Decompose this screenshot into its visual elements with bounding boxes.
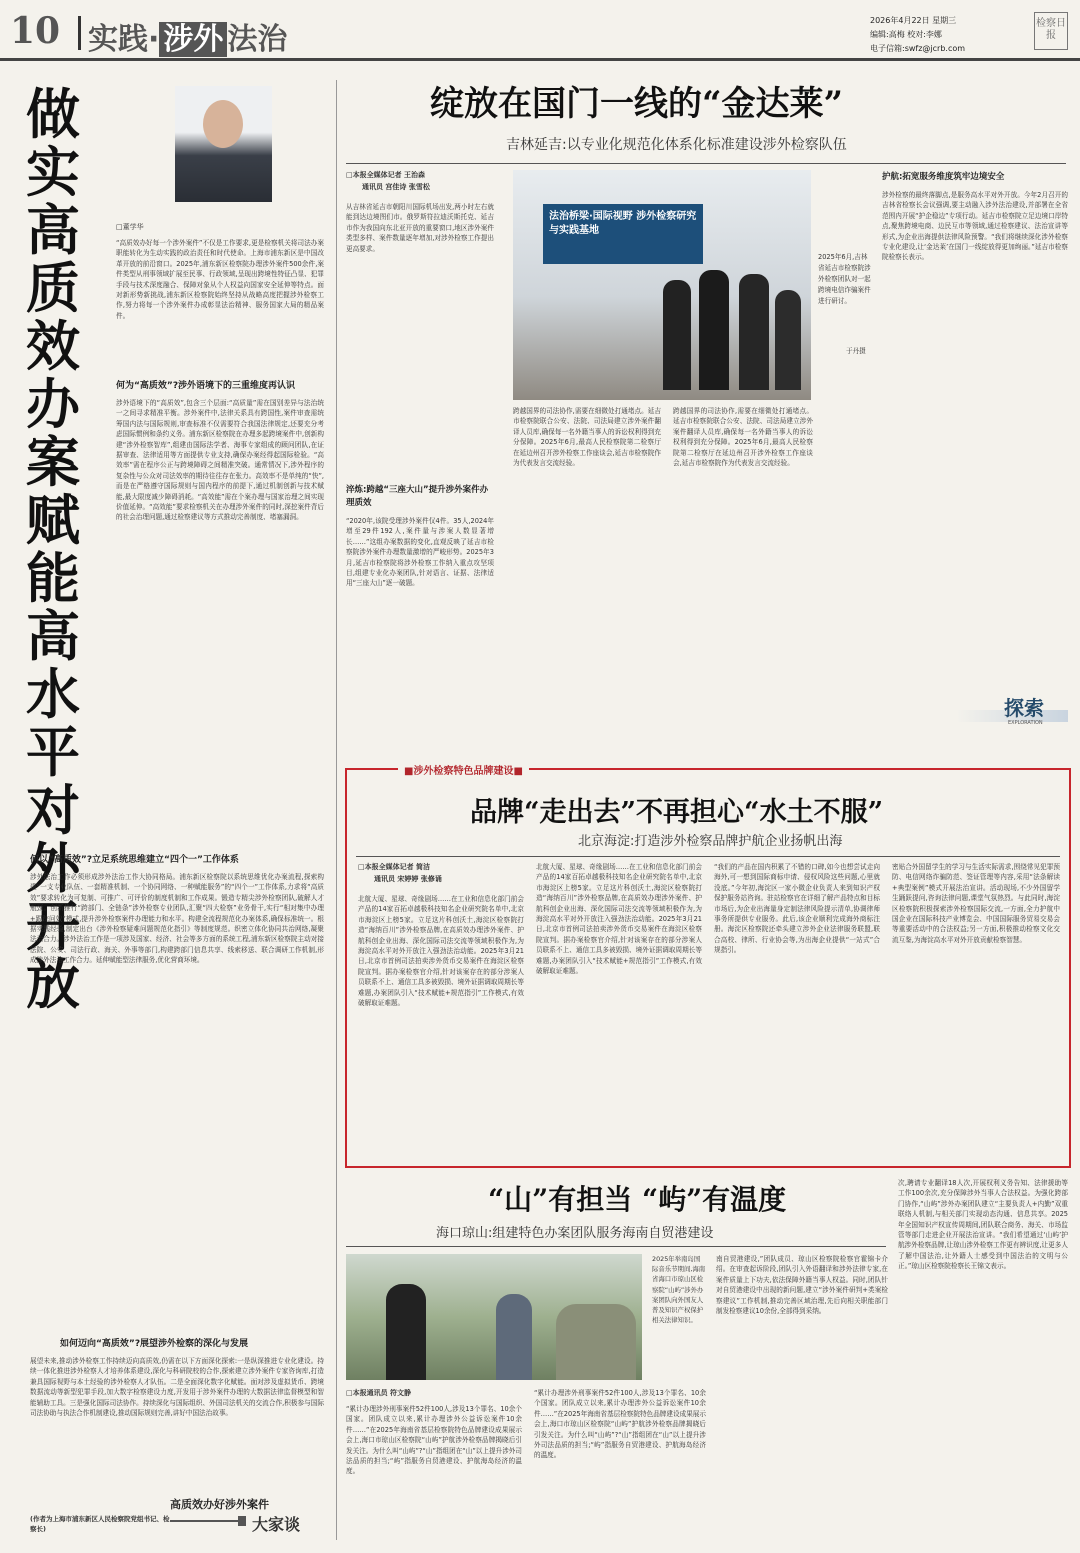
email-line: 电子信箱:swfz@jcrb.com [870, 44, 966, 53]
article2-body4: 涉外检察的最终落脚点,是服务高水平对外开放。今年2月召开的吉林省检察长会议强调,要主动融入涉外法治建设,并部署在全省范围内开展“护企稳边”专项行动。延吉市检察院立足边境口岸特点,聚焦跨境电商、边民互市等领域,通过检察建议、法治宣讲等形式,为企业出海提供法律风险预警。“我们将继续深化涉外检察专业化建设,让‘金达莱’在国门一线绽放得更加绚丽。”延吉市检察院检察长表示。 [882, 191, 1068, 262]
page-number-divider [78, 16, 81, 50]
article4-subtitle: 海口琼山:组建特色办案团队服务海南自贸港建设 [436, 1226, 714, 1241]
article4-body3: 次,聘请专业翻译18人次,开展权利义务告知、法律援助等工作100余次,充分保障涉外当事人合法权益。为强化跨部门协作,“山屿”涉外办案团队建立“主要负责人+内勤”双重联络人机制,与相关部门实现动态沟通、信息共享。2025年全国知识产权宣传周期间,团队联合商务、海关、市场监管等部门走进企业开展法治宣讲。“我们希望通过‘山屿’护航涉外检察品牌,让琼山涉外检察工作更有辨识度,让更多人了解中国法治,让外籍人士感受到中国法治的文明与公正。”琼山区检察院检察长王锦文表示。 [898, 1179, 1068, 1271]
article1-sub3: 如何迈向“高质效”?展望涉外检察的深化与发展 [60, 1339, 249, 1349]
figure-person-1 [663, 280, 691, 390]
article4-title: “山”有担当 “屿”有温度 [488, 1183, 787, 1216]
portrait-face [203, 100, 243, 148]
article3-tag: ■涉外检察特色品牌建设■ [398, 762, 529, 777]
article2-photo-banner-text: 法治桥梁·国际视野 涉外检察研究与实践基地 [549, 211, 697, 236]
article4-title-rule [346, 1246, 886, 1247]
sidebar-explore-label: 探索 [1004, 696, 1044, 720]
article4-byline: □本报通讯员 符文静 [346, 1389, 412, 1397]
article4-body1b: “累计办理涉外刑事案件52件100人,涉及13个罪名、10余个国家。团队成立以来,累计办理涉外公益诉讼案件10余件……”在2025年海南省基层检察院特色品牌建设成果展示会上,海口市琼山区检察院“山屿”护航涉外检察品牌揭晓后引发关注。为什么叫“山屿”?“山”指组团在“山”以上提升涉外司法品质的担当;“屿”指服务自贸港建设、护航海岛经济的温度。 [534, 1389, 706, 1460]
column-divider [336, 80, 337, 1540]
article2-sub1: 淬炼:跨越“三座大山”提升涉外案件办理质效 [346, 485, 489, 508]
article3-body3: 密贴合外国留学生的学习与生活实际需求,围绕常见犯罪预防、电信网络诈骗防范、签证管理等内容,采用“法条解读+典型案例”模式开展法治宣讲。活动现场,不少外国留学生踊跃提问,咨询法律问题,课堂气氛热烈。与此同时,海淀区检察院积极探索涉外检察国际交流,一方面,全力护航中国企业在国际科技产业博览会、中国国际服务贸易交易会等重要活动中的合法权益;另一方面,积极推动检察文化交流互鉴,为海淀高水平对外开放贡献检察智慧。 [892, 863, 1060, 944]
editor-line: 编辑:高梅 校对:李娜 [870, 30, 942, 39]
article1-body2: 涉外法治工作必须形成涉外法治工作大协同格局。浦东新区检察院以系统思维优化办案流程,探索构建“一支专业队伍、一套精准机制、一个协同网络、一种赋能服务”的“四个一”工作体系,力求将“高质效”要求转化为可复制、可推广、可评价的制度机制和工作成果。锻造专精尖涉外检察团队,破解人才瓶颈。创新推行“跨部门、全链条”涉外检察专业团队,汇聚“四大检察”业务骨干,实行“相对集中办理+跟踪问效”模式,提升涉外检察案件办理能力和水平。构建全流程规范化办案体系,确保标准统一。根据实践经验,制定出台《涉外检察疑难问题规范化指引》等制度规范。织密立体化协同共治网络,凝聚法治合力。涉外法治工作是一项涉及国家、经济、社会等多方面的系统工程,浦东新区检察院主动对接法院、公安、司法行政、海关、外事等部门,构建跨部门信息共享、线索移送、联合调研工作机制,形成涉外法治工作合力。延伸赋能型法律服务,优化营商环境。 [30, 873, 324, 965]
article3-byline2: 通讯员 宋婷婷 张修诵 [374, 875, 442, 883]
article4-photo [346, 1254, 642, 1380]
article3-title-rule [356, 856, 1060, 857]
bottom-banner-mark [238, 1516, 246, 1526]
article2-body3: 跨越国界的司法协作,需要在细微处打通堵点。延吉市检察院联合公安、法院、司法局建立涉外案件翻译人员库,确保每一名外籍当事人的诉讼权利得到充分保障。2025年6月,最高人民检察院第二检察厅在延边州召开涉外检察工作座谈会,延吉市检察院作为代表发言交流经验。 [513, 407, 661, 468]
masthead-info [870, 14, 965, 56]
article2-title: 绽放在国门一线的“金达莱” [430, 84, 844, 124]
article2-subtitle: 吉林延吉:以专业化规范化体系化标准建设涉外检察队伍 [506, 137, 847, 153]
bottom-banner [170, 1496, 330, 1546]
section-label-tail: 法治 [227, 22, 288, 57]
article1-footer-note: (作者为上海市浦东新区人民检察院党组书记、检察长) [30, 1515, 170, 1533]
section-label-head: 实践· [88, 22, 160, 57]
article2-photo [513, 170, 811, 400]
article1-title: 做实高质效办案 赋能高水平对外开放 [26, 82, 81, 1016]
article1-author: □董学华 [116, 223, 144, 231]
masthead [0, 0, 1080, 64]
page-number: 10 [10, 10, 61, 52]
figure-person-4 [775, 290, 801, 390]
sidebar-explore-sub: EXPLORATION [1008, 720, 1043, 726]
article1-lead: “高质效办好每一个涉外案件”不仅是工作要求,更是检察机关将司法办案职能转化为生动实践的政治责任和时代使命。上海市浦东新区是中国改革开放的前沿窗口。2025年,浦东新区检察院办理涉外案件500余件,案件类型从刑事领域扩展至民事、行政领域,呈现出跨境性特征凸显、犯罪手段与技术深度融合、保障对象从个人权益向国家安全延伸等特点。面对新形势新挑战,浦东新区检察院始终坚持从战略高度把握涉外检察工作,努力将每一个涉外案件办成彰显法治精神、服务国家大局的精品案件。 [116, 239, 324, 320]
figure-person-3 [739, 274, 769, 390]
article2-title-rule [346, 163, 1066, 164]
figure-prosecutor [386, 1284, 426, 1380]
article4-photo-caption: 2025年举南岛国际音乐节期间,海南省海口市琼山区检察院“山屿”涉外办案团队向外国友人普及知识产权保护相关法律知识。 [652, 1255, 706, 1325]
masthead-rule [0, 58, 1080, 61]
figure-visitor [496, 1294, 532, 1380]
author-portrait [175, 86, 272, 202]
article2-sub3: 护航:拓宽服务维度筑牢边境安全 [882, 172, 1005, 182]
article1-body3: 展望未来,推动涉外检察工作持续迈向高质效,仍需在以下方面深化探索:一是纵深推进专业化建设。持续一体化推进涉外检察人才培养体系建设,深化与科研院校的合作,探索建立涉外案件专家咨询库,打造兼具国际视野与本土经验的涉外检察人才队伍。二是全面深化数字化赋能。面对涉及虚拟货币、跨境数据流动等新型犯罪手段,加大数字检察建设力度,开发用于涉外案件办理的大数据法律监督模型和智能辅助工具。三是强化国际司法协作。持续深化与国际组织、外国司法机关的交流合作,积极参与国际司法协助与执法合作机制建设,推动国际规则完善,讲好中国法治故事。 [30, 1357, 324, 1418]
article1-sub2: 何以“高质效”?立足系统思维建立“四个一”工作体系 [30, 855, 239, 865]
article2-body2: “2020年,该院受理涉外案件仅4件。35人,2024年增至29件192人,案件量与涉案人数显著增长……”这组办案数据的变化,直观反映了延吉市检察院涉外案件办理数量激增的严峻形势。2025年3月,延吉市检察院将涉外检察工作纳入重点攻坚项目,组建专业化办案团队,针对语言、证据、法律适用“三座大山”逐一破题。 [346, 517, 494, 588]
article2-body3b: 跨越国界的司法协作,需要在细微处打通堵点。延吉市检察院联合公安、法院、司法局建立涉外案件翻译人员库,确保每一名外籍当事人的诉讼权利得到充分保障。2025年6月,最高人民检察院第二检察厅在延边州召开涉外检察工作座谈会,延吉市检察院作为代表发言交流经验。 [673, 407, 813, 468]
article4-body2: 南自贸港建设,”团队成员、琼山区检察院检察官霍锦卡介绍。在审查起诉阶段,团队引入外语翻译和涉外法律专家,在案件质量上下功夫,依法保障外籍当事人权益。同时,团队针对自贸港建设中出现的新问题,建立“涉外案件研判+类案检察建议”工作机制,推动完善区域治理,先后向相关职能部门制发检察建议10余份,全部得到采纳。 [716, 1255, 888, 1316]
bottom-banner-title: 大家谈 [252, 1515, 301, 1534]
article3-body1b: 北航大厦、星球、奇缘剧场……在工业和信息化部门前会产品的14家百拓卓越极科技知名企业研究院名单中,北京市海淀区上榜5家。立足这片科创沃土,海淀区检察院打造“海纳百川”涉外检察品牌,在高质效办理涉外案件、护航科创企业出海、深化国际司法交流等领域积极作为,为海淀高水平对外开放注入强劲法治动能。2025年3月21日,北京市首例司法拍卖涉外货币交易案件在海淀区检察院宣判。据办案检察官介绍,针对该案存在的部分涉案人员联系不上、通信工具多被毁损、境外证据调取周期长等难题,办案团队引入“技术赋能+规范指引”工作模式,有效破解取证难题。 [536, 863, 702, 976]
date-line: 2026年4月22日 星期三 [870, 16, 957, 25]
section-label [88, 14, 287, 58]
figure-crowd [556, 1304, 636, 1380]
article2-byline2: 通讯员 宫佳诗 张雪松 [362, 183, 430, 191]
article2-byline1: □本报全媒体记者 王治森 [346, 171, 426, 179]
section-label-highlight: 涉外 [159, 22, 227, 57]
article3-subtitle: 北京海淀:打造涉外检察品牌护航企业扬帆出海 [578, 834, 843, 849]
article2-body1: 从吉林省延吉市朝阳川国际机场出发,两小时左右就能到达边境图们市。俄罗斯符拉迪沃斯托克、延吉市作为我国向东北亚开放的重要窗口,地区涉外案件类型多样、案件数量逐年增加,对涉外检察工作提出更高要求。 [346, 203, 494, 253]
article3-title: 品牌“走出去”不再担心“水土不服” [470, 797, 884, 828]
article1-body1: 涉外语境下的“高质效”,包含三个层面:“高质量”需在国别差异与法治统一之间寻求精准平衡。涉外案件中,法律关系具有跨国性,案件审查需统筹国内法与国际规则,审查标准不仅需要符合我国法律规定,还要充分考虑国际惯例和条约义务。浦东新区检察院在办理多起跨境案件中,创新构建“涉外检察智库”,组建由国际法学者、海事专家组成的顾问团队,在证据审查、法律适用等方面提供专业支持,确保办案经得起国际检验。“高效率”需在程序公正与跨境障碍之间精准突破。通常情况下,涉外程序的复杂性与公众对司法效率的期待往往存在张力。高效率不是单纯的“快”,而是在严格遵守国际规则与国内程序的前提下,通过机制创新与技术赋能,最大限度减少障碍消耗。“高效能”需在个案办理与国家治理之间实现价值延伸。“高效能”要求检察机关在办理涉外案件的同时,深挖案件背后的社会治理问题,通过检察建议等方式推动完善制度、堵塞漏洞。 [116, 399, 324, 522]
sidebar-explore-badge [956, 692, 1068, 734]
newspaper-logo: 检察日报 [1034, 12, 1068, 50]
article2-photo-caption: 2025年6月,吉林省延吉市检察院涉外检察团队对一起跨境电信诈骗案件进行研讨。 [818, 253, 871, 305]
bottom-banner-topic: 高质效办好涉外案件 [170, 1498, 269, 1511]
article4-body1: “累计办理涉外刑事案件52件100人,涉及13个罪名、10余个国家。团队成立以来,累计办理涉外公益诉讼案件10余件……”在2025年海南省基层检察院特色品牌建设成果展示会上,海口市琼山区检察院“山屿”护航涉外检察品牌揭晓后引发关注。为什么叫“山屿”?“山”指组团在“山”以上提升涉外司法品质的担当;“屿”指服务自贸港建设、护航海岛经济的温度。 [346, 1405, 522, 1476]
article2-photo-credit: 于丹摄 [846, 347, 866, 355]
article3-body1: 北航大厦、星球、奇缘剧场……在工业和信息化部门前会产品的14家百拓卓越极科技知名企业研究院名单中,北京市海淀区上榜5家。立足这片科创沃土,海淀区检察院打造“海纳百川”涉外检察品牌,在高质效办理涉外案件、护航科创企业出海、深化国际司法交流等领域积极作为,为海淀高水平对外开放注入强劲法治动能。2025年3月21日,北京市首例司法拍卖涉外货币交易案件在海淀区检察院宣判。据办案检察官介绍,针对该案存在的部分涉案人员联系不上、通信工具多被毁损、境外证据调取周期长等难题,办案团队引入“技术赋能+规范指引”工作模式,有效破解取证难题。 [358, 895, 524, 1008]
article3-body2: “我们的产品在国内积累了不错的口碑,如今也想尝试走向海外,可一想到国际商标申请、侵权风险这些问题,心里就没底。”今年初,海淀区一家小微企业负责人来到知识产权保护服务站咨询。驻站检察官在详细了解产品特点和目标市场后,为企业出海量身定制法律风险提示清单,协调律师事务所提供专业服务。此后,该企业顺利完成海外商标注册。海淀区检察院还牵头建立涉外企业法律服务联盟,联合高校、律所、行业协会等,为出海企业提供“一站式”合规指引。 [714, 863, 880, 955]
article3-byline1: □本报全媒体记者 简洁 [358, 863, 431, 871]
bottom-banner-line [170, 1520, 240, 1522]
article1-sub1: 何为“高质效”?涉外语境下的三重维度再认识 [116, 381, 296, 391]
figure-person-2 [699, 270, 729, 390]
